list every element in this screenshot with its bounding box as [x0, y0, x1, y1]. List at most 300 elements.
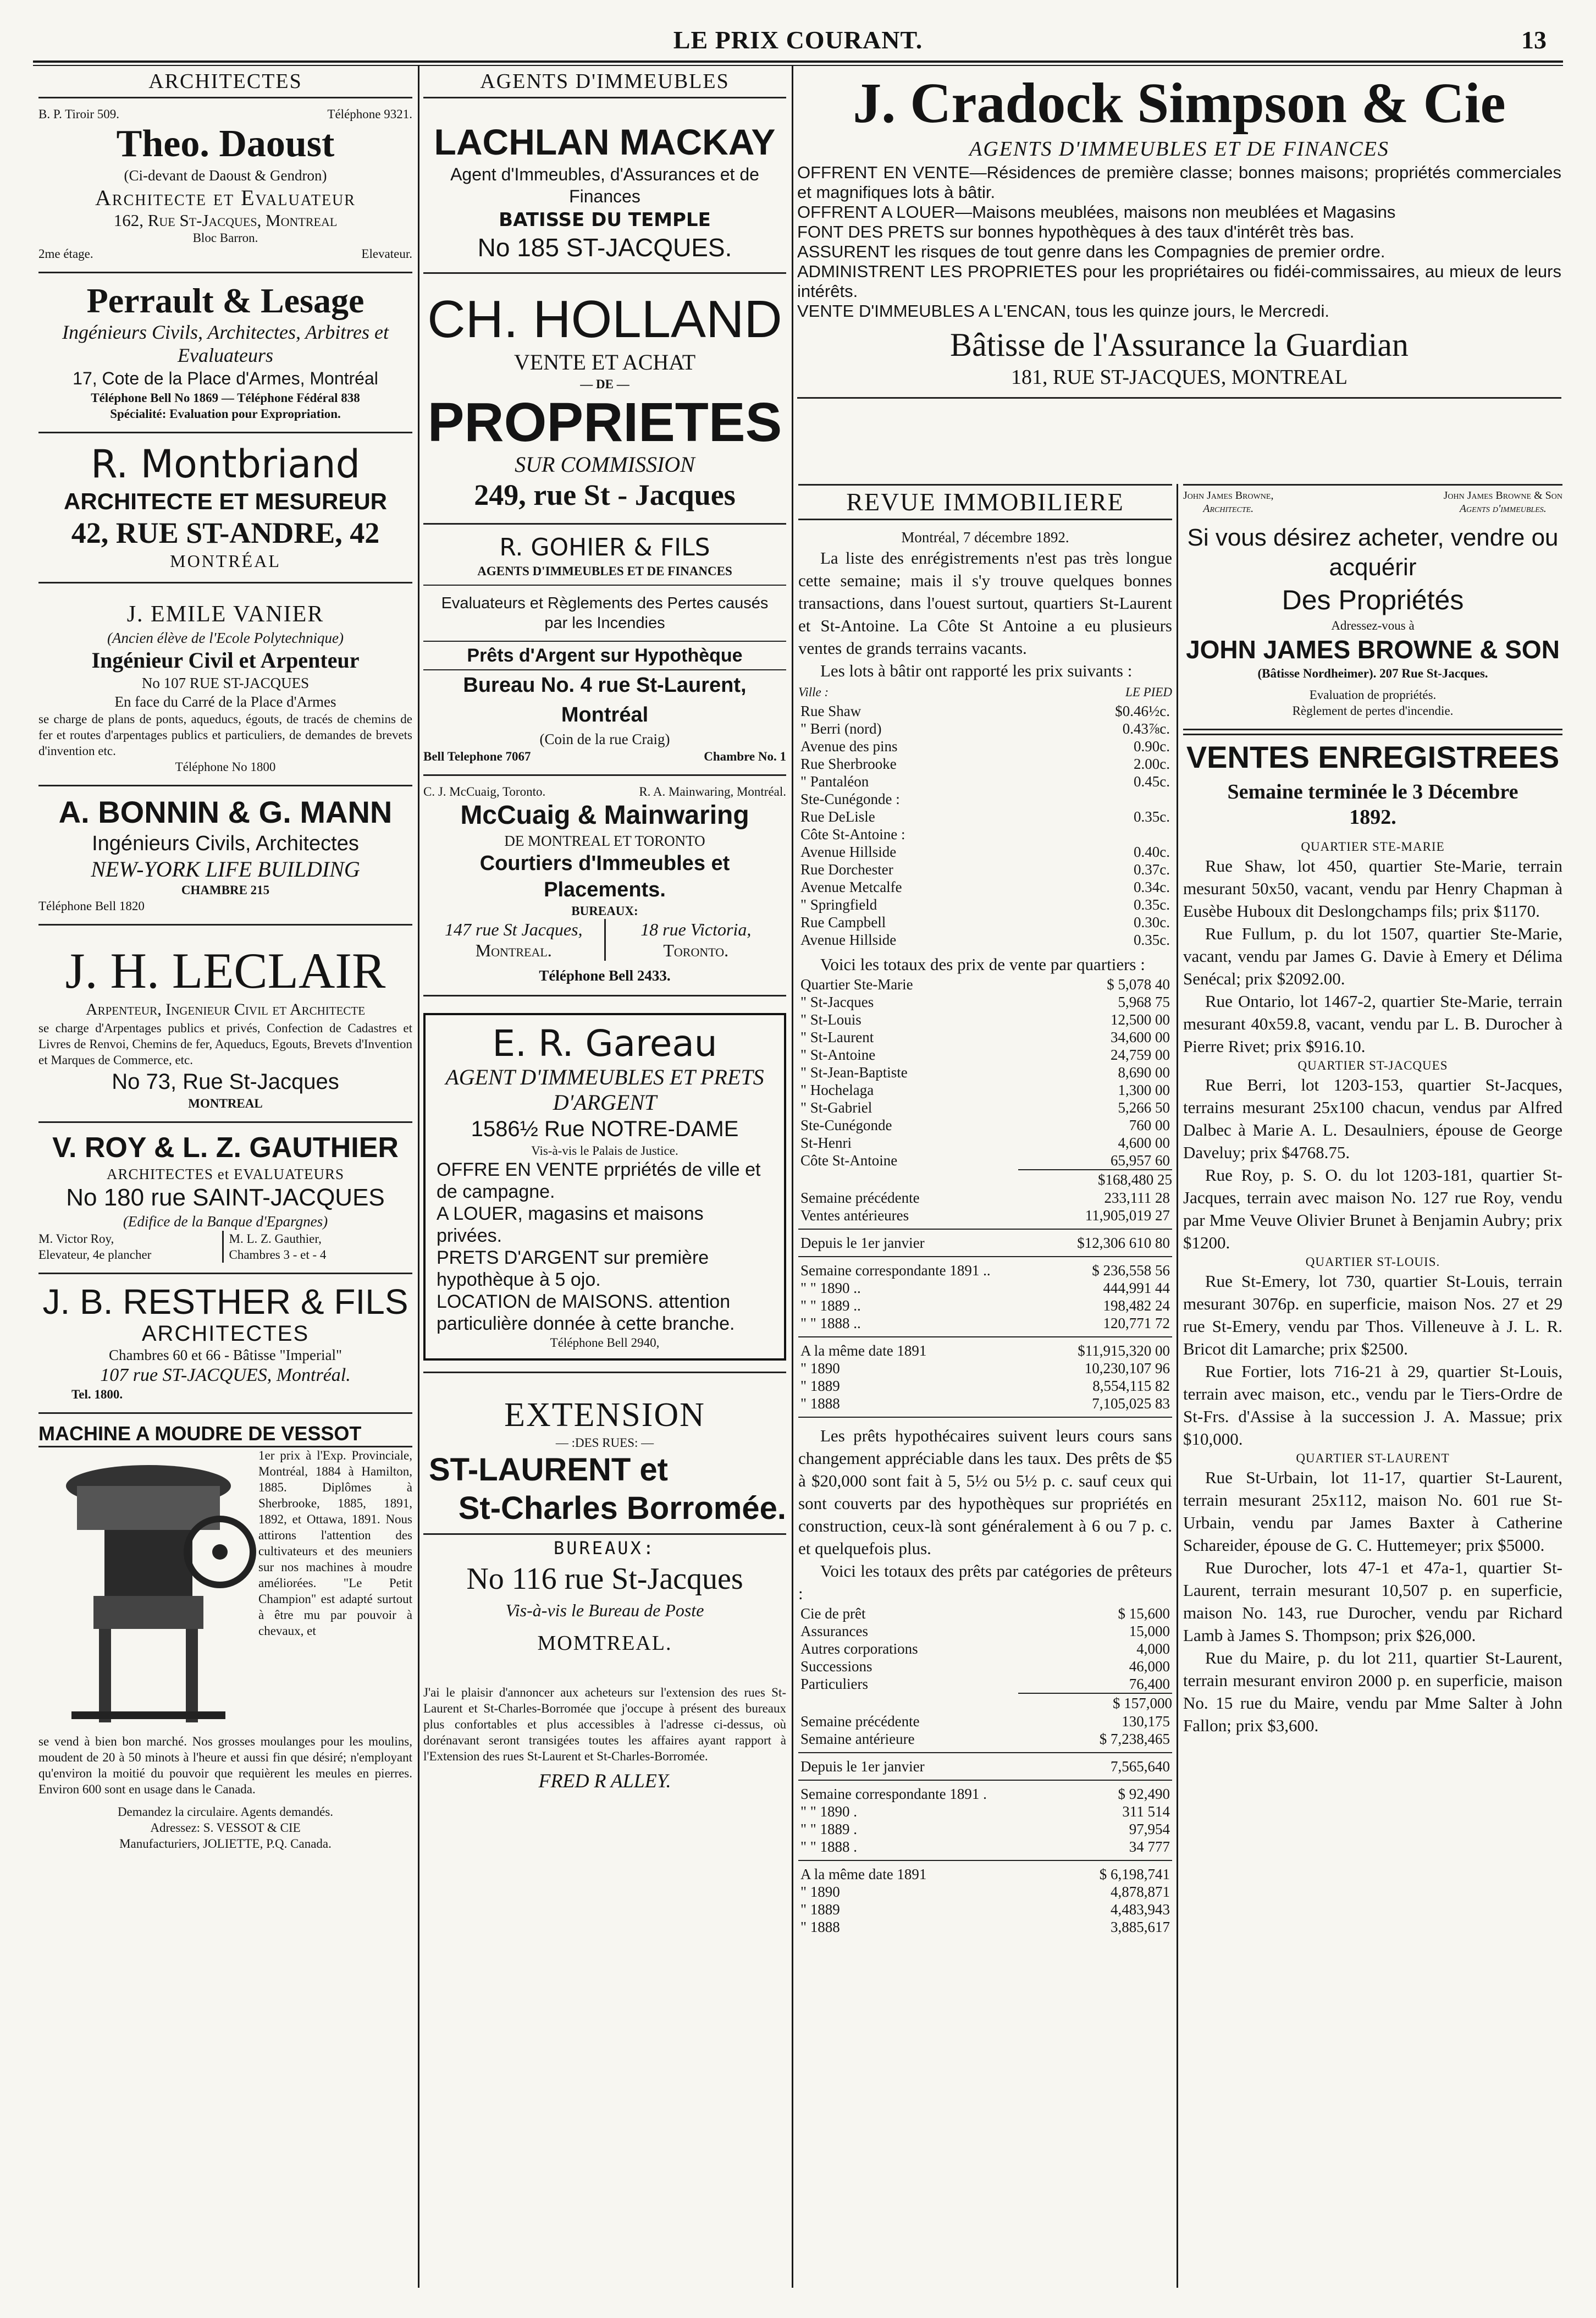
ad-text: se vend à bien bon marché. Nos grosses moulanges pour les moulins, moudent de 20 à 50 minots à l'heure et aussi fin que désiré; n'employant qu'environ la moitié du pouvoir que requièrent les meules en pierres. Environ 600 sont en usage dans le Canada.	[38, 1735, 412, 1796]
ad-text: Téléphone Bell 1820	[38, 899, 145, 913]
table-cell: " Hochelaga	[800, 1082, 874, 1098]
table-cell: 76,400	[1129, 1676, 1170, 1692]
table-cell: 46,000	[1129, 1658, 1170, 1675]
corresp-table	[798, 1262, 1172, 1332]
table-cell: " 1890	[800, 1884, 840, 1900]
ad-text: 1er prix à l'Exp. Provinciale, Montréal, 1884 à Hamilton, 1885. Diplômes à Sherbrooke, 1885, 1891, 1892, et Ottawa, 1891. Nous attirons l'attention des cultivateurs et des meuniers sur nos machines à moudre améliorées. "Le Petit Champion" est adapté surtout à être mu par pouvoir à chevaux, et	[258, 1449, 412, 1638]
ad-address: No 116 rue St-Jacques	[466, 1562, 743, 1596]
article-paragraph: Rue du Maire, p. du lot 211, quartier St-Laurent, terrain mesurant environ 2000 p. en superficie, maison No. 15 rue du Maire, vendu par Mme Salter à John Fallon; prix $3,600.	[1183, 1648, 1562, 1735]
ad-name: R. GOHIER & FILS	[499, 533, 710, 561]
column-divider	[1177, 484, 1178, 2288]
section-heading: AGENTS D'IMMEUBLES	[423, 66, 786, 98]
ad-text: Adressez-vous à	[1331, 619, 1415, 632]
ad-cradock	[797, 71, 1561, 399]
table-row	[798, 1675, 1172, 1693]
table-cell: " 1890	[800, 1360, 840, 1377]
table-row	[798, 1785, 1172, 1803]
ad-name: EXTENSION	[504, 1396, 705, 1434]
ad-text: M. Victor Roy,	[38, 1232, 114, 1246]
ad-vanier	[38, 583, 412, 786]
table-row	[798, 1730, 1172, 1748]
column-divider	[418, 66, 419, 2288]
ad-text: (Ancien élève de l'Ecole Polytechnique)	[107, 630, 344, 646]
ad-name: LACHLAN MACKAY	[434, 122, 776, 162]
table-row	[798, 1099, 1172, 1116]
article-paragraph: Les prêts hypothécaires suivent leurs cours sans changement appréciable dans les taux. Des prêts de $5 à $20,000 sont fait à 5, 5½ ou 5½ p. c. sauf ceux qui sont couverts par des hypothèques sur propriétés en construction, ceux-là sont généralement à 6 ou 7 p. c. et quelquefois plus.	[798, 1426, 1172, 1558]
table-cell: Ste-Cunégonde	[800, 1117, 892, 1133]
table-row	[798, 1820, 1172, 1838]
table-cell: Côte St-Antoine :	[800, 826, 905, 843]
table-row	[798, 1116, 1172, 1134]
ad-address: Bureau No. 4 rue St-Laurent, Montréal	[463, 674, 747, 726]
article-paragraph: Rue Ontario, lot 1467-2, quartier Ste-Marie, terrain mesurant 40x59.8, vacant, vendu par L. B. Durocher à Pierre Rivet; prix $916.10.	[1183, 992, 1562, 1056]
table-row	[798, 1838, 1172, 1855]
table-cell: Rue Campbell	[800, 914, 886, 930]
ad-role: ARCHITECTES	[141, 1322, 310, 1346]
table-cell: " St-Gabriel	[800, 1099, 872, 1116]
ad-browne	[1183, 515, 1562, 730]
table-row	[798, 878, 1172, 896]
ad-text: DE MONTREAL ET TORONTO	[504, 833, 705, 849]
table-row	[798, 1011, 1172, 1028]
article-paragraph: Rue Fortier, lots 716-21 à 29, quartier St-Louis, terrain avec maison, etc., vendu par le Tiers-Ordre de St-Frs. d'Assise à la succession J. A. Massue; prix $10,000.	[1183, 1362, 1562, 1449]
article-paragraph: Les lots à bâtir ont rapporté les prix suivants :	[820, 661, 1133, 680]
ad-daoust	[38, 98, 412, 273]
table-cell: 0.43⅞c.	[1122, 720, 1170, 737]
ad-address: No 73, Rue St-Jacques	[112, 1070, 339, 1094]
ad-lines	[797, 163, 1561, 321]
table-row	[798, 1359, 1172, 1377]
ad-text: J'ai le plaisir d'annoncer aux acheteurs sur l'extension des rues St-Laurent et St-Charles-Borromée que j'occupe à présent des bureaux plus confortables et plus accessibles à l'adresse ci-dessus, où dorénavant seront transigées toutes les affaires ayant rapport à l'Extension des rues St-Laurent et St-Charles-Borromée.	[423, 1686, 786, 1763]
table-row	[798, 843, 1172, 861]
table-cell: $12,306 610 80	[1077, 1235, 1170, 1251]
table-cell: 0.45c.	[1134, 773, 1170, 790]
ad-text: (Ci-devant de Daoust & Gendron)	[124, 167, 327, 184]
table-cell: 2.00c.	[1134, 756, 1170, 772]
table-header: LE PIED	[1125, 685, 1172, 699]
ad-line: OFFRENT EN VENTE—Résidences de première classe; bonnes maisons; propriétés commerciales et magnifiques lots à bâtir.	[797, 163, 1561, 202]
ad-text: SUR COMMISSION	[515, 452, 695, 477]
table-cell: 0.35c.	[1134, 808, 1170, 825]
table-row	[798, 737, 1172, 755]
ad-text: Bloc Barron.	[192, 231, 258, 245]
ad-line: ASSURENT les risques de tout genre dans les Compagnies de premier ordre.	[797, 242, 1385, 261]
table-cell: " St-Jacques	[800, 994, 874, 1010]
ad-address: (Bâtisse Nordheimer). 207 Rue St-Jacques.	[1257, 667, 1488, 680]
table-cell: 5,266 50	[1118, 1099, 1170, 1116]
table-cell: 15,000	[1129, 1623, 1170, 1639]
table-row	[798, 1279, 1172, 1297]
table-cell: 760 00	[1129, 1117, 1170, 1133]
table-row	[798, 976, 1172, 993]
table-row	[798, 1758, 1172, 1775]
summary-table	[798, 1758, 1172, 1775]
ad-text: Chambres 60 et 66 - Bâtisse "Imperial"	[109, 1347, 342, 1363]
ad-text: Tel. 1800.	[71, 1388, 123, 1401]
ad-text: Chambre No. 1	[704, 750, 786, 763]
column-divider	[792, 66, 793, 2288]
article-subtitle: Semaine terminée le 3 Décembre 1892.	[1227, 780, 1518, 829]
table-cell: 8,554,115 82	[1092, 1378, 1170, 1394]
table-cell: Particuliers	[800, 1676, 868, 1692]
ad-text: — DE —	[580, 377, 629, 391]
ad-role: Courtiers d'Immeubles et Placements.	[479, 852, 730, 901]
ad-mccuaig	[423, 776, 786, 996]
ad-holland	[423, 274, 786, 525]
ad-name: R. Montbriand	[90, 442, 361, 487]
table-cell: $ 15,600	[1118, 1605, 1170, 1622]
table-row	[798, 790, 1172, 808]
article-paragraph: Rue Fullum, p. du lot 1507, quartier Ste-Marie, vacant, vendu par James G. Davie à Emery et Délima Senécal; prix $2092.00.	[1183, 924, 1562, 988]
ad-name: J. H. LECLAIR	[65, 943, 386, 999]
preteurs-table	[798, 1605, 1172, 1693]
ad-name: V. ROY & L. Z. GAUTHIER	[52, 1132, 399, 1164]
ad-name: J. EMILE VANIER	[126, 602, 324, 627]
ad-text: Bell Telephone 7067	[423, 750, 531, 763]
table-cell: Successions	[800, 1658, 872, 1675]
ad-address: 17, Cote de la Place d'Armes, Montréal	[73, 368, 378, 388]
ad-address: No 185 ST-JACQUES.	[477, 233, 732, 262]
ad-address: No 107 RUE ST-JACQUES	[141, 675, 310, 691]
table-cell: 97,954	[1129, 1821, 1170, 1837]
ad-text: (Edifice de la Banque d'Epargnes)	[123, 1213, 328, 1230]
article-paragraph: Rue St-Emery, lot 730, quartier St-Louis, terrain mesurant 3076p. en superficie, maison Nos. 27 et 29 rue St-Emery, vendu par Thos. Villeneuve à J. L. R. Bricot dit Lamarche; prix $2500.	[1183, 1271, 1562, 1358]
table-cell: " St-Louis	[800, 1011, 861, 1028]
ad-text: FRED R ALLEY.	[538, 1770, 671, 1792]
table-cell: Avenue Hillside	[800, 844, 897, 860]
ad-text: Chambres 3 - et - 4	[229, 1248, 327, 1262]
table-cell: Rue DeLisle	[800, 808, 875, 825]
ad-vessot	[38, 1414, 412, 1852]
table-cell: " " 1888 .	[800, 1838, 858, 1855]
table-cell: Cie de prêt	[800, 1605, 866, 1622]
table-cell: " 1889	[800, 1901, 840, 1918]
ad-text: Manufacturiers, JOLIETTE, P.Q. Canada.	[119, 1837, 332, 1851]
table-row	[798, 1028, 1172, 1046]
table-cell: 11,905,019 27	[1085, 1207, 1170, 1224]
ad-text: Bâtisse de l'Assurance la Guardian	[950, 327, 1409, 363]
ad-role: Ingénieur Civil et Arpenteur	[91, 648, 360, 673]
ad-text: MONTREAL	[188, 1097, 263, 1110]
ad-bonnin	[38, 786, 412, 926]
ad-text: Téléphone No 1800	[175, 760, 276, 774]
table-cell: Semaine précédente	[800, 1190, 920, 1206]
subsection-heading: QUARTIER ST-LAURENT	[1296, 1451, 1450, 1465]
ad-text: C. J. McCuaig, Toronto.	[423, 785, 546, 799]
table-row	[798, 1622, 1172, 1640]
ad-text: R. A. Mainwaring, Montréal.	[639, 785, 786, 799]
ad-text: En face du Carré de la Place d'Armes	[114, 693, 336, 710]
table-cell	[1041, 790, 1172, 808]
table-row	[798, 702, 1172, 720]
column-architectes	[38, 66, 412, 1852]
ad-role: Arpenteur, Ingenieur Civil et Architecte	[85, 1000, 366, 1018]
article-paragraph: Voici les totaux des prêts par catégories de prêteurs :	[798, 1561, 1172, 1603]
ad-name: CH. HOLLAND	[427, 290, 782, 349]
table-cell: Rue Dorchester	[800, 861, 893, 878]
table-cell: A la même date 1891	[800, 1342, 927, 1359]
ad-text: Agents d'immeubles.	[1459, 503, 1547, 515]
ad-text: Demandez la circulaire. Agents demandés.	[117, 1805, 334, 1819]
table-row	[798, 1262, 1172, 1279]
table-cell: 444,991 44	[1103, 1280, 1170, 1296]
table-cell: 4,600 00	[1118, 1135, 1170, 1151]
table-row	[798, 1189, 1172, 1207]
table-row	[798, 1046, 1172, 1064]
table-cell: " 1888	[800, 1395, 840, 1412]
table-cell: Semaine correspondante 1891 ..	[800, 1262, 991, 1279]
table-cell: Rue Shaw	[800, 703, 861, 719]
ad-role: Ingénieurs Civils, Architectes, Arbitres et Evaluateurs	[62, 321, 389, 366]
ad-role: AGENTS D'IMMEUBLES ET DE FINANCES	[423, 563, 786, 586]
ad-name: JOHN JAMES BROWNE & SON	[1186, 635, 1560, 664]
table-cell: 233,111 28	[1104, 1190, 1170, 1206]
article-paragraph: Rue Shaw, lot 450, quartier Ste-Marie, terrain mesurant 50x50, vacant, vendu par Henry Chapman à Eusèbe Huboux dit Deslongchamps fils; prix $1170.	[1183, 856, 1562, 921]
table-row	[798, 808, 1172, 825]
table-cell: 0.37c.	[1134, 861, 1170, 878]
page-number: 13	[1521, 26, 1547, 54]
ad-leclair	[38, 926, 412, 1123]
subsection-heading: QUARTIER ST-JACQUES	[1297, 1059, 1448, 1072]
ad-role: ARCHITECTES et EVALUATEURS	[106, 1166, 344, 1182]
ad-text: Règlement de pertes d'incendie.	[1292, 704, 1454, 718]
ad-address: 147 rue St Jacques,	[444, 920, 583, 939]
ad-text: John James Browne & Son	[1443, 489, 1562, 502]
ad-text: Toronto.	[663, 940, 729, 960]
ad-text: Si vous désirez acheter, vendre ou acquérir	[1187, 524, 1559, 581]
table-cell: 4,000	[1136, 1640, 1170, 1657]
subsection-heading: QUARTIER ST-LOUIS.	[1305, 1255, 1440, 1269]
table-cell: " 1889	[800, 1378, 840, 1394]
table-cell: 0.30c.	[1134, 914, 1170, 930]
table-cell: 7,105,025 83	[1092, 1395, 1170, 1412]
ad-text: MOMTREAL.	[537, 1632, 672, 1655]
ad-resther	[38, 1274, 412, 1414]
column-revue	[798, 484, 1172, 1936]
ad-text: Elevateur, 4e plancher	[38, 1248, 152, 1262]
table-cell: " St-Jean-Baptiste	[800, 1064, 908, 1081]
table-cell: " " 1889 ..	[800, 1297, 861, 1314]
ad-text: Spécialité: Evaluation pour Expropriation.	[110, 407, 341, 421]
table-cell: 0.34c.	[1134, 879, 1170, 895]
table-cell: 65,957 60	[1111, 1152, 1170, 1169]
table-row	[798, 931, 1172, 949]
ad-text: Téléphone Bell No 1869 — Téléphone Fédéral 838	[91, 391, 360, 405]
ad-name: J. Cradock Simpson & Cie	[853, 71, 1506, 135]
ad-address: 1586½ Rue NOTRE-DAME	[471, 1117, 739, 1141]
ad-text: Adressez: S. VESSOT & CIE	[150, 1821, 301, 1835]
article-paragraph: Voici les totaux des prix de vente par quartiers :	[820, 955, 1145, 974]
table-cell: Avenue Metcalfe	[800, 879, 902, 895]
ad-mackay	[423, 98, 786, 274]
table-row	[798, 993, 1172, 1011]
ad-line: ADMINISTRENT LES PROPRIETES pour les propriétaires ou fidéi-commissaires, au mieux de leurs intérêts.	[797, 262, 1561, 301]
table-row	[798, 1134, 1172, 1152]
ad-text: BATISSE DU TEMPLE	[499, 209, 711, 231]
ad-text: A LOUER, magasins et maisons privées.	[437, 1203, 704, 1246]
table-row	[798, 1640, 1172, 1658]
article-paragraph: Rue Berri, lot 1203-153, quartier St-Jacques, terrains mesurant 25x100 chacun, vendus par Alfred Dalbec à Marie A. L. Desaulniers, épouse de George Daveluy; prix $4768.75.	[1183, 1075, 1562, 1162]
ad-name: McCuaig & Mainwaring	[460, 801, 749, 830]
table-cell: Assurances	[800, 1623, 868, 1639]
ad-gareau	[423, 1013, 786, 1361]
table-row	[798, 1081, 1172, 1099]
ad-text: NEW-YORK LIFE BUILDING	[91, 857, 360, 882]
table-cell: Autres corporations	[800, 1640, 918, 1657]
total-value: $168,480 25	[1018, 1169, 1172, 1189]
ad-text: John James Browne,	[1183, 489, 1274, 502]
article-paragraph: Rue Roy, p. S. O. du lot 1203-181, quartier St-Jacques, terrain avec maison No. 127 rue Roy, vendu par Mme Veuve Olivier Brunet à Benjamin Aubry; prix $1200.	[1183, 1165, 1562, 1252]
ad-text: Téléphone Bell 2940,	[550, 1336, 660, 1350]
table-cell: 0.35c.	[1134, 896, 1170, 913]
header-rule	[33, 60, 1563, 63]
ad-perrault	[38, 273, 412, 433]
ad-text: Elevateur.	[361, 247, 412, 261]
table-cell: 8,690 00	[1118, 1064, 1170, 1081]
table-cell: $11,915,320 00	[1078, 1342, 1170, 1359]
table-cell: 0.90c.	[1134, 738, 1170, 755]
ad-text: BUREAUX:	[553, 1538, 656, 1559]
table-cell: $ 6,198,741	[1099, 1866, 1170, 1882]
table-row	[798, 1342, 1172, 1359]
table-cell: " St-Laurent	[800, 1029, 874, 1045]
table-cell: 198,482 24	[1103, 1297, 1170, 1314]
ad-text: Vis-à-vis le Bureau de Poste	[505, 1600, 704, 1620]
ad-text: Montreal.	[475, 940, 552, 960]
page-header	[33, 15, 1563, 59]
summary-table	[798, 1713, 1172, 1748]
ad-text: PRETS D'ARGENT sur première hypothèque à 5 ojo.	[437, 1247, 709, 1290]
ad-extension	[423, 1372, 786, 1797]
ad-text: 2me étage.	[38, 247, 93, 261]
table-cell: Depuis le 1er janvier	[800, 1758, 925, 1775]
ad-text: M. L. Z. Gauthier,	[229, 1232, 322, 1246]
ad-role: Architecte et Evaluateur	[95, 185, 356, 210]
ad-text: (Coin de la rue Craig)	[539, 731, 670, 747]
ad-address: No 180 rue SAINT-JACQUES	[66, 1184, 385, 1211]
lots-table	[798, 702, 1172, 949]
table-cell: 34,600 00	[1111, 1029, 1170, 1045]
article-date: Montréal, 7 décembre 1892.	[901, 529, 1069, 546]
ad-name: Theo. Daoust	[116, 123, 335, 165]
table-cell: " 1888	[800, 1919, 840, 1935]
table-row	[798, 1064, 1172, 1081]
table-cell: 0.40c.	[1134, 844, 1170, 860]
grinding-machine-illustration	[38, 1453, 258, 1728]
table-cell: 7,565,640	[1111, 1758, 1170, 1775]
table-cell: 4,483,943	[1111, 1901, 1170, 1918]
table-cell	[1041, 825, 1172, 843]
table-cell: A la même date 1891	[800, 1866, 927, 1882]
table-cell: Ste-Cunégonde :	[800, 791, 900, 807]
table-cell: 0.35c.	[1134, 932, 1170, 948]
ad-text: PROPRIETES	[427, 392, 782, 453]
ad-name: Perrault & Lesage	[86, 281, 365, 320]
ad-name: E. R. Gareau	[492, 1022, 717, 1065]
ad-text: ST-LAURENT et	[429, 1452, 668, 1488]
table-cell: 24,759 00	[1111, 1047, 1170, 1063]
table-cell: Rue Sherbrooke	[800, 756, 897, 772]
table-cell: Semaine antérieure	[800, 1731, 915, 1747]
table-cell: " St-Antoine	[800, 1047, 876, 1063]
ad-line: OFFRENT A LOUER—Maisons meublées, maisons non meublées et Magasins	[797, 202, 1396, 222]
ad-address: 162, Rue St-Jacques, Montreal	[113, 211, 338, 230]
ad-text: BUREAUX:	[571, 904, 638, 918]
table-row	[798, 1314, 1172, 1332]
meme-date-table	[798, 1342, 1172, 1412]
table-cell: Depuis le 1er janvier	[800, 1235, 925, 1251]
ad-address: 181, RUE ST-JACQUES, MONTREAL	[1011, 366, 1348, 389]
table-row	[798, 1918, 1172, 1936]
ad-text: — :DES RUES: —	[555, 1436, 654, 1450]
ad-name: A. BONNIN & G. MANN	[58, 795, 393, 829]
table-cell: Côte St-Antoine	[800, 1152, 898, 1169]
ad-text: OFFRE EN VENTE prpriétés de ville et de campagne.	[437, 1159, 761, 1202]
table-row	[798, 773, 1172, 790]
corresp-table	[798, 1785, 1172, 1855]
table-row	[798, 1234, 1172, 1252]
ad-line: VENTE D'IMMEUBLES A L'ENCAN, tous les quinze jours, le Mercredi.	[797, 301, 1330, 321]
ad-gohier	[423, 525, 786, 776]
ad-text: Vis-à-vis le Palais de Justice.	[531, 1144, 678, 1158]
table-cell: Quartier Ste-Marie	[800, 976, 913, 993]
article-paragraph: La liste des enrégistrements n'est pas très longue cette semaine; mais il s'y trouve quelques bonnes transactions, dans l'ouest surtout, quartiers St-Laurent et St-Antoine. La Côte St Antoine a eu plusieurs ventes de grands terrains vacants.	[798, 548, 1172, 658]
subsection-heading: QUARTIER STE-MARIE	[1301, 840, 1445, 854]
ad-text: MONTRÉAL	[170, 551, 281, 571]
ad-text: Des Propriétés	[1282, 585, 1464, 615]
summary-table	[798, 1234, 1172, 1252]
table-row	[798, 1207, 1172, 1224]
table-cell: Semaine correspondante 1891 .	[800, 1786, 987, 1802]
table-cell: 120,771 72	[1103, 1315, 1170, 1331]
section-heading: REVUE IMMOBILIERE	[798, 484, 1172, 520]
table-cell: 5,968 75	[1118, 994, 1170, 1010]
masthead-title: LE PRIX COURANT.	[673, 26, 923, 54]
table-row	[798, 1152, 1172, 1169]
ad-role: AGENT D'IMMEUBLES ET PRETS D'ARGENT	[445, 1065, 764, 1115]
table-row	[798, 1297, 1172, 1314]
table-header: Ville :	[798, 685, 829, 699]
quartiers-table	[798, 976, 1172, 1169]
table-cell: 311 514	[1122, 1803, 1170, 1820]
table-cell: 34 777	[1129, 1838, 1170, 1855]
table-row	[798, 720, 1172, 737]
table-cell: $ 5,078 40	[1107, 976, 1170, 993]
ad-text: se charge d'Arpentages publics et privés, Confection de Cadastres et Livres de Renvoi, Chemins de fer, Aqueducs, Egouts, Brevets d'Invention et Marques de Commerce, etc.	[38, 1021, 412, 1067]
ad-text: Evaluation de propriétés.	[1309, 688, 1437, 702]
table-cell: " " 1890 ..	[800, 1280, 861, 1296]
ad-address: 249, rue St - Jacques	[474, 478, 736, 511]
table-row	[798, 825, 1172, 843]
table-row	[798, 913, 1172, 931]
ad-text: Téléphone 9321.	[327, 107, 412, 121]
ad-text: St-Charles Borromée.	[423, 1489, 786, 1535]
table-row	[798, 755, 1172, 773]
table-cell: 4,878,871	[1111, 1884, 1170, 1900]
table-cell: St-Henri	[800, 1135, 852, 1151]
table-row	[798, 1395, 1172, 1412]
section-heading: ARCHITECTES	[38, 66, 412, 98]
table-cell: " " 1890 .	[800, 1803, 858, 1820]
ad-text: LOCATION de MAISONS. attention particulière donnée à cette branche.	[437, 1291, 735, 1334]
ad-text: Prêts d'Argent sur Hypothèque	[423, 642, 786, 670]
table-cell: Avenue des pins	[800, 738, 898, 755]
table-cell: $ 92,490	[1118, 1786, 1170, 1802]
table-row	[798, 1803, 1172, 1820]
ad-address: 18 rue Victoria,	[640, 920, 752, 939]
table-cell: " " 1889 .	[800, 1821, 858, 1837]
table-cell: $ 236,558 56	[1092, 1262, 1170, 1279]
